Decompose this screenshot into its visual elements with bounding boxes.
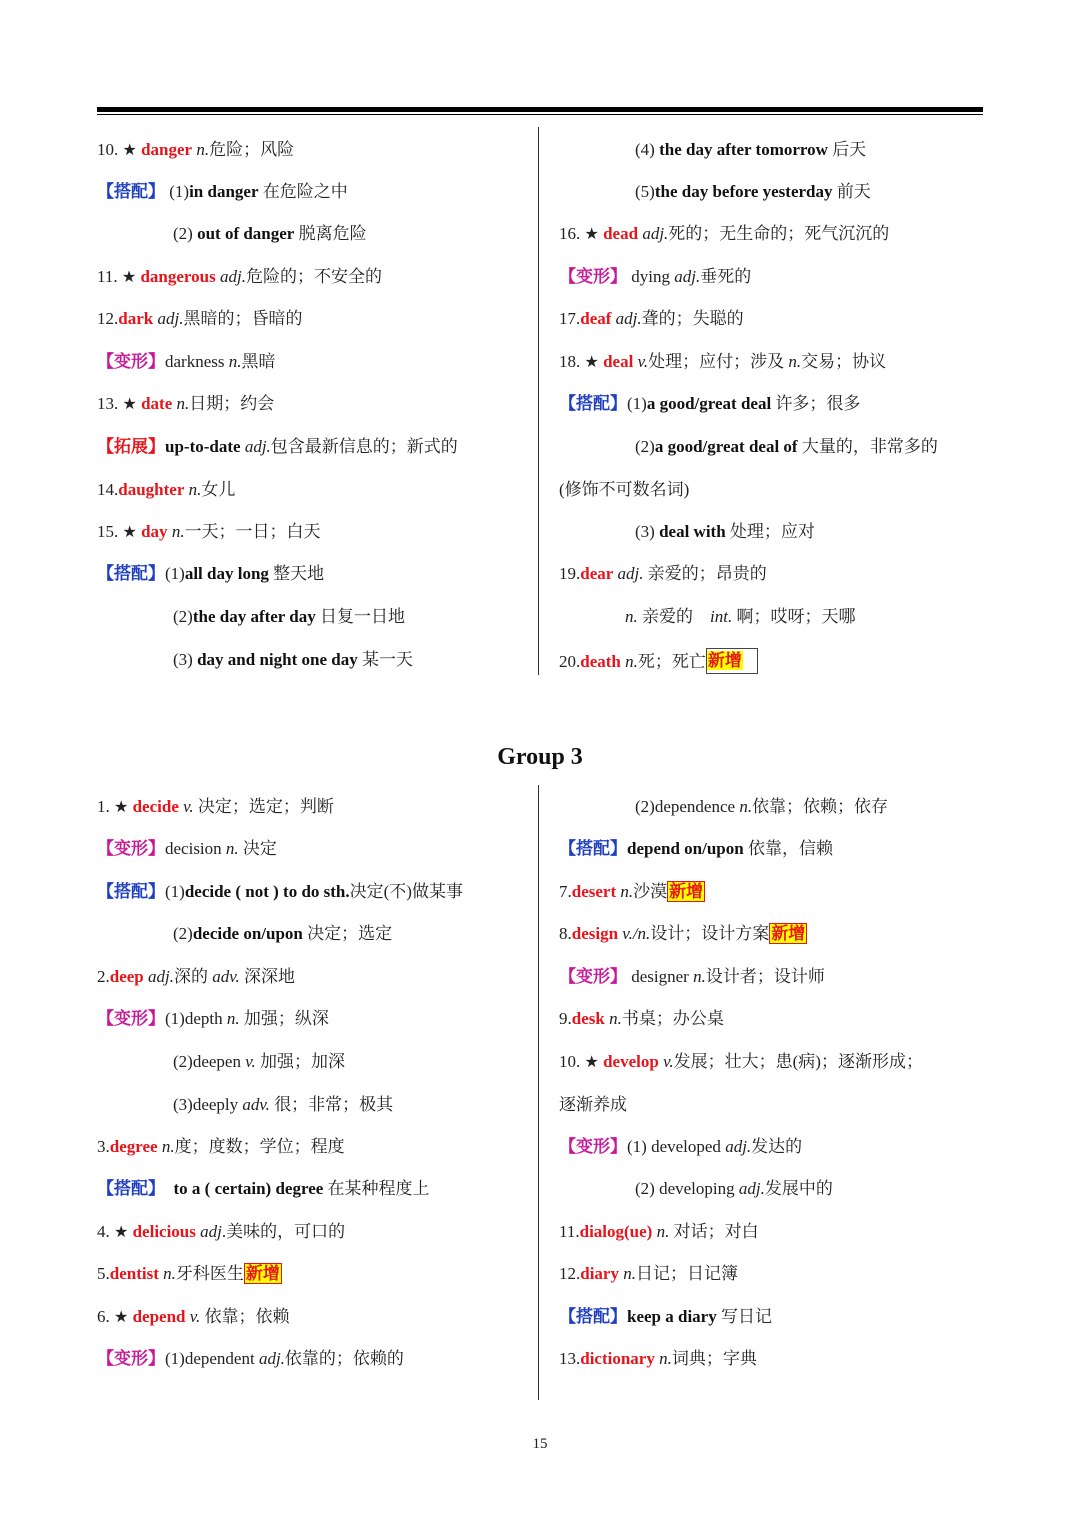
entry-dark (97, 307, 302, 331)
new-badge: 新增 (771, 924, 806, 943)
entry-number: 18. (559, 352, 581, 371)
headword: deal (603, 352, 634, 371)
meaning: 在危险之中 (258, 182, 348, 201)
tag-variant: 【变形】 (559, 967, 627, 986)
headword: dentist (109, 1264, 159, 1283)
part-of-speech: n. (620, 882, 634, 901)
entry-diary (559, 1262, 738, 1286)
usage-note (559, 478, 689, 502)
entry-number: 6. (97, 1307, 110, 1326)
entry-dictionary (559, 1347, 757, 1371)
part-of-speech: adj. (258, 1349, 285, 1368)
part-of-speech: adj. (244, 437, 271, 456)
entry-danger (97, 138, 294, 162)
part-of-speech: n. (623, 1264, 636, 1283)
headword: dark (118, 309, 154, 328)
variant-row (97, 1050, 345, 1074)
item-index: (2) (173, 607, 193, 626)
part-of-speech: adj. (738, 1179, 765, 1198)
variant-row (559, 265, 751, 289)
collocation-row (97, 180, 348, 204)
item-index: (1) (169, 182, 190, 201)
phrase: the day after tomorrow (659, 140, 828, 159)
variant-word: (2)deepen (173, 1052, 246, 1071)
variant-word: (2)dependence (635, 797, 740, 816)
tag-variant: 【变形】 (97, 1009, 165, 1028)
headword: dear (580, 564, 614, 583)
variant-word: decision (165, 839, 226, 858)
entry-number: 14. (97, 480, 119, 499)
entry-daughter (97, 478, 235, 502)
variant-word: (1)depth (165, 1009, 227, 1028)
collocation-row (97, 648, 413, 672)
meaning: 垂死的 (700, 267, 752, 286)
collocation-row (559, 392, 860, 416)
meaning: 加强；纵深 (239, 1009, 329, 1028)
meaning: 写日记 (716, 1307, 772, 1326)
part-of-speech: n. (788, 352, 802, 371)
meaning: 日期；约会 (189, 394, 275, 413)
tag-collocation: 【搭配】 (97, 564, 165, 583)
part-of-speech: adj. (219, 267, 246, 286)
tag-collocation: 【搭配】 (97, 1179, 165, 1198)
phrase: a good/great deal of (654, 437, 798, 456)
meaning: .美味的，可口的 (221, 1222, 346, 1241)
part-of-speech: v. (637, 352, 649, 371)
meaning: 日复一日地 (315, 607, 406, 626)
item-index: (1) (165, 882, 185, 901)
headword: danger (141, 140, 193, 159)
variant-row (97, 837, 277, 861)
new-badge-box (706, 648, 758, 674)
entry-deaf (559, 307, 744, 331)
collocation-row (559, 435, 938, 459)
star-icon: ★ (584, 1052, 599, 1071)
entry-number: 11. (559, 1222, 580, 1241)
entry-number: 13. (97, 394, 119, 413)
entry-dead (559, 222, 889, 246)
variant-word: (3)deeply (173, 1095, 243, 1114)
entry-number: 15. (97, 522, 119, 541)
variant-row (559, 1135, 802, 1159)
phrase: keep a diary (627, 1307, 717, 1326)
meaning: 决定；选定；判断 (193, 797, 334, 816)
page-number: 15 (532, 1436, 548, 1452)
meaning: 依靠；依赖 (200, 1307, 290, 1326)
meaning: 死的；无生命的；死气沉沉的 (668, 224, 890, 243)
meaning: 发展；壮大；患(病)；逐渐形成； (673, 1052, 923, 1071)
item-index: (3) (635, 522, 660, 541)
entry-number: 12. (97, 309, 119, 328)
variant-row (97, 1007, 329, 1031)
meaning: 决定(不)做某事 (349, 882, 463, 901)
entry-number: 3. (97, 1137, 110, 1156)
header-rule-thick (97, 107, 983, 112)
tag-variant: 【变形】 (559, 267, 627, 286)
headword: daughter (118, 480, 185, 499)
part-of-speech: n. (228, 352, 242, 371)
phrase: out of danger (197, 224, 295, 243)
entry-number: 13. (559, 1349, 581, 1368)
entry-dentist (97, 1262, 282, 1286)
entry-date (97, 392, 274, 416)
star-icon: ★ (114, 1222, 129, 1241)
collocation-row (559, 138, 866, 162)
headword: deaf (580, 309, 612, 328)
entry-number: 10. (97, 140, 119, 159)
collocation-row (559, 1305, 772, 1329)
meaning: 在某种程度上 (323, 1179, 430, 1198)
entry-number: 19. (559, 564, 581, 583)
phrase: all day long (184, 564, 269, 583)
collocation-row (559, 837, 833, 861)
phrase: the day after day (192, 607, 316, 626)
item-index: (5) (635, 182, 655, 201)
phrase: decide ( not ) to do sth. (184, 882, 350, 901)
meaning: 书桌；办公桌 (621, 1009, 724, 1028)
part-of-speech: v. (183, 797, 194, 816)
meaning: 一天；一日；白天 (184, 522, 321, 541)
collocation-row (559, 180, 871, 204)
meaning: 危险的；不安全的 (245, 267, 382, 286)
meaning: 亲爱的 (637, 607, 693, 626)
meaning: 后天 (827, 140, 867, 159)
headword: dangerous (140, 267, 216, 286)
item-index: (4) (635, 140, 660, 159)
star-icon: ★ (584, 224, 599, 243)
meaning: 脱离危险 (294, 224, 367, 243)
collocation-row (97, 605, 405, 629)
headword: death (580, 652, 621, 671)
headword: dialog(ue) (579, 1222, 653, 1241)
collocation-row (559, 520, 815, 544)
meaning: 决定 (238, 839, 277, 858)
entry-dangerous (97, 265, 382, 289)
meaning: 词典；字典 (671, 1349, 757, 1368)
tag-collocation: 【搭配】 (97, 882, 165, 901)
part-of-speech: adj (200, 1222, 222, 1241)
meaning: 决定；选定 (302, 924, 393, 943)
part-of-speech: adj. (148, 967, 174, 986)
meaning: 许多；很多 (771, 394, 861, 413)
headword: design (571, 924, 619, 943)
phrase: day and night one day (197, 650, 358, 669)
variant-word: (1)dependent (165, 1349, 259, 1368)
headword: decide (132, 797, 179, 816)
entry-number: 7. (559, 882, 572, 901)
part-of-speech: n. (659, 1349, 672, 1368)
new-badge: 新增 (669, 882, 704, 901)
meaning: 女儿 (201, 480, 236, 499)
phrase: to a ( certain) degree (173, 1179, 324, 1198)
meaning: 牙科医生 (175, 1264, 244, 1283)
part-of-speech: v. (245, 1052, 256, 1071)
headword: degree (109, 1137, 158, 1156)
star-icon: ★ (584, 352, 599, 371)
part-of-speech: n. (739, 797, 753, 816)
entry-death (559, 648, 758, 674)
extension-row (97, 435, 458, 459)
tag-collocation: 【搭配】 (97, 182, 165, 201)
headword: desert (571, 882, 617, 901)
part-of-speech: n. (693, 967, 706, 986)
tag-variant: 【变形】 (97, 839, 165, 858)
meaning: 依靠；依赖；依存 (752, 797, 889, 816)
variant-word: darkness (165, 352, 229, 371)
part-of-speech: v. (189, 1307, 201, 1326)
meaning: 处理；应付；涉及 (648, 352, 789, 371)
meaning: 交易；协议 (801, 352, 887, 371)
meaning: 亲爱的；昂贵的 (643, 564, 767, 583)
entry-deep (97, 965, 295, 989)
part-of-speech: adj. (674, 267, 701, 286)
part-of-speech: adj. (157, 309, 184, 328)
collocation-row (97, 880, 463, 904)
entry-design (559, 922, 807, 946)
variant-row (97, 350, 275, 374)
entry-dear (559, 562, 767, 586)
meaning: 日记；日记簿 (635, 1264, 738, 1283)
variant-word: designer (627, 967, 694, 986)
entry-number: 17. (559, 309, 581, 328)
meaning: 包含最新信息的；新式的 (270, 437, 458, 456)
part-of-speech: n. (625, 652, 638, 671)
entry-desk (559, 1007, 724, 1031)
tag-extension: 【拓展】 (97, 437, 165, 456)
part-of-speech: n. (196, 140, 210, 159)
entry-number: 8. (559, 924, 572, 943)
meaning: 前天 (832, 182, 871, 201)
part-of-speech: adj. (615, 309, 642, 328)
note-text: (修饰不可数名词) (559, 480, 690, 499)
item-index: (1) (165, 564, 185, 583)
variant-row (559, 965, 825, 989)
meaning: 处理；应对 (725, 522, 815, 541)
meaning: 发达的 (751, 1137, 803, 1156)
item-index: (3) (173, 650, 198, 669)
entry-number: 5. (97, 1264, 110, 1283)
meaning: 设计；设计方案 (650, 924, 770, 943)
meaning: 死；死亡 (637, 652, 706, 671)
collocation-row (97, 562, 324, 586)
part-of-speech: int. (710, 607, 733, 626)
star-icon: ★ (114, 797, 129, 816)
part-of-speech: n. (163, 1264, 176, 1283)
star-icon: ★ (122, 140, 137, 159)
item-index: (2) (173, 924, 193, 943)
entry-deal (559, 350, 886, 374)
entry-decide (97, 795, 334, 819)
meaning: 很；非常；极其 (269, 1095, 394, 1114)
tag-collocation: 【搭配】 (559, 394, 627, 413)
headword: desk (571, 1009, 605, 1028)
meaning: 深的 (173, 967, 213, 986)
variant-word: dying (627, 267, 675, 286)
part-of-speech: n. (225, 839, 239, 858)
phrase: in danger (189, 182, 259, 201)
meaning: 对话；对白 (669, 1222, 759, 1241)
tag-collocation: 【搭配】 (559, 1307, 627, 1326)
entry-number: 20. (559, 652, 581, 671)
part-of-speech: adj. (642, 224, 669, 243)
collocation-row (97, 1177, 430, 1201)
entry-number: 16. (559, 224, 581, 243)
part-of-speech: adj. (617, 564, 644, 583)
phrase: a good/great deal (646, 394, 772, 413)
entry-delicious (97, 1220, 345, 1244)
item-index: (2) (635, 437, 655, 456)
variant-word: (1) developed (627, 1137, 726, 1156)
phrase: decide on/upon (192, 924, 303, 943)
part-of-speech: v./n. (622, 924, 651, 943)
phrase: the day before yesterday (654, 182, 833, 201)
part-of-speech: n. (226, 1009, 240, 1028)
part-of-speech: n. (161, 1137, 175, 1156)
collocation-row (97, 922, 392, 946)
part-of-speech: n. (171, 522, 185, 541)
entry-day (97, 520, 321, 544)
tag-variant: 【变形】 (559, 1137, 627, 1156)
meaning: 黑暗的；昏暗的 (183, 309, 303, 328)
phrase: up-to-date (165, 437, 241, 456)
meaning: 加强；加深 (255, 1052, 346, 1071)
part-of-speech: adv. (212, 967, 240, 986)
meaning: 依靠的；依赖的 (284, 1349, 404, 1368)
part-of-speech: adj. (725, 1137, 752, 1156)
star-icon: ★ (122, 394, 137, 413)
meaning: 黑暗 (241, 352, 276, 371)
meaning: 沙漠 (633, 882, 668, 901)
entry-develop-continued (559, 1093, 627, 1117)
part-of-speech: n. (188, 480, 202, 499)
entry-dialogue (559, 1220, 759, 1244)
meaning: 啊；哎呀；天哪 (732, 607, 856, 626)
entry-dear-extra (625, 605, 855, 629)
meaning: 发展中的 (764, 1179, 833, 1198)
entry-number: 11. (97, 267, 118, 286)
group-title: Group 3 (497, 744, 583, 770)
meaning: 依靠，信赖 (743, 839, 833, 858)
star-icon: ★ (114, 1307, 129, 1326)
phrase: deal with (659, 522, 726, 541)
column-divider-top (538, 127, 539, 675)
item-index: (2) (173, 224, 198, 243)
header-rule-thin (97, 114, 983, 115)
part-of-speech: n. (609, 1009, 622, 1028)
entry-number: 2. (97, 967, 110, 986)
meaning: 某一天 (357, 650, 413, 669)
meaning: 大量的，非常多的 (797, 437, 938, 456)
entry-number: 12. (559, 1264, 581, 1283)
new-badge: 新增 (245, 1264, 280, 1283)
item-index: (1) (627, 394, 647, 413)
tag-collocation: 【搭配】 (559, 839, 627, 858)
headword: diary (580, 1264, 619, 1283)
meaning: 设计者；设计师 (705, 967, 825, 986)
meaning: 整天地 (268, 564, 325, 583)
entry-number: 4. (97, 1222, 110, 1241)
meaning: 逐渐养成 (559, 1095, 627, 1114)
headword: day (141, 522, 168, 541)
entry-number: 1. (97, 797, 110, 816)
part-of-speech: n. (176, 394, 190, 413)
entry-degree (97, 1135, 345, 1159)
entry-develop (559, 1050, 923, 1074)
meaning: 深深地 (239, 967, 296, 986)
headword: develop (603, 1052, 659, 1071)
variant-word: (2) developing (635, 1179, 739, 1198)
part-of-speech: v. (663, 1052, 674, 1071)
variant-row (97, 1347, 404, 1371)
star-icon: ★ (121, 267, 137, 286)
headword: deep (109, 967, 144, 986)
variant-row (97, 1093, 393, 1117)
headword: delicious (132, 1222, 196, 1241)
meaning: 度；度数；学位；程度 (174, 1137, 345, 1156)
entry-number: 10. (559, 1052, 581, 1071)
headword: depend (132, 1307, 186, 1326)
part-of-speech: n. (656, 1222, 670, 1241)
part-of-speech: adv. (242, 1095, 270, 1114)
headword: dead (603, 224, 639, 243)
variant-row (559, 1177, 833, 1201)
part-of-speech: n. (625, 607, 638, 626)
tag-variant: 【变形】 (97, 1349, 165, 1368)
headword: dictionary (580, 1349, 655, 1368)
entry-depend (97, 1305, 290, 1329)
phrase: depend on/upon (627, 839, 744, 858)
star-icon: ★ (122, 522, 137, 541)
collocation-row (97, 222, 367, 246)
meaning: 危险；风险 (209, 140, 295, 159)
entry-number: 9. (559, 1009, 572, 1028)
variant-row (559, 795, 888, 819)
tag-variant: 【变形】 (97, 352, 165, 371)
meaning: 聋的；失聪的 (641, 309, 744, 328)
headword: date (141, 394, 173, 413)
entry-desert (559, 880, 705, 904)
new-badge: 新增 (707, 651, 742, 670)
column-divider-bottom (538, 785, 539, 1400)
